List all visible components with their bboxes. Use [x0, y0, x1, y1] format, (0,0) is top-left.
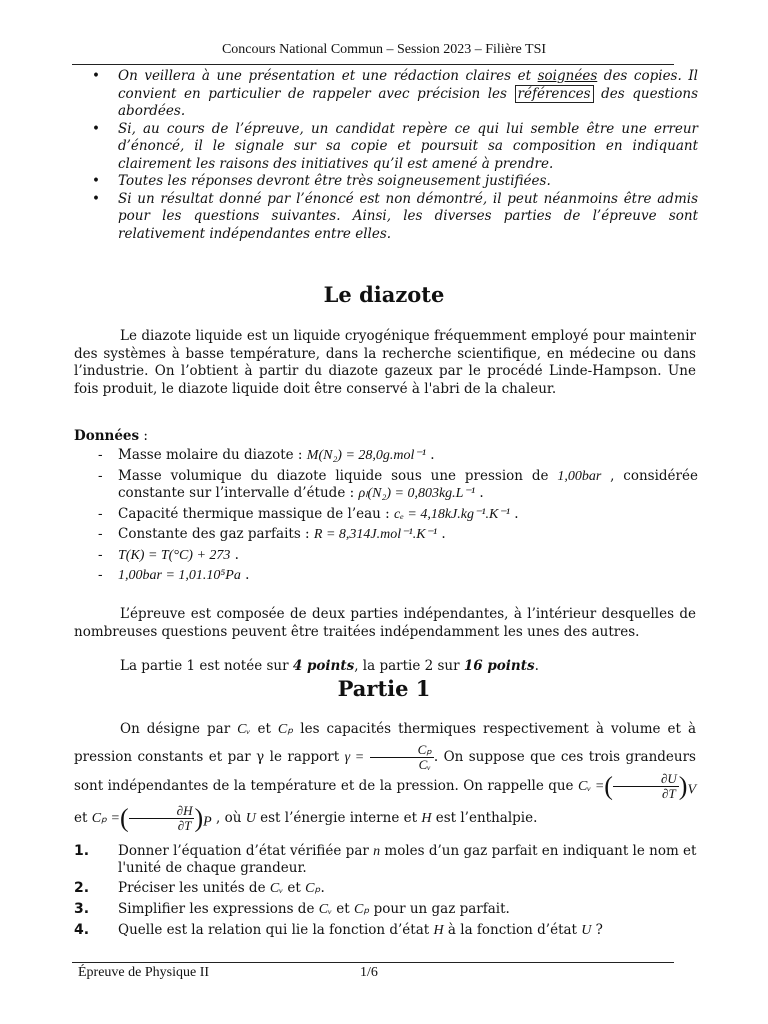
data-item — [74, 547, 698, 565]
question-text: Simplifier les expressions de — [118, 901, 319, 917]
data-text: Masse molaire du diazote : — [118, 447, 307, 463]
intro-paragraph: Le diazote liquide est un liquide cryogénique fréquemment employé pour maintenir des systèmes à basse température, dans la recherche scientifique, en médecine ou dans l’industrie. On l’obtient à partir du diazote gazeux par le procédé Linde-Hampson. Une fois produit, le diazote liquide doit être conservé à l'abri de la chaleur. — [74, 328, 696, 397]
part1-text: est l’enthalpie. — [431, 809, 538, 826]
subscript-p: P — [203, 814, 212, 830]
data-dot: . — [475, 485, 484, 501]
grading-text: La partie 1 est notée sur — [120, 658, 293, 674]
du-dt-fraction — [613, 772, 679, 801]
question-math: U — [581, 923, 592, 938]
data-dot: . — [510, 505, 519, 522]
part1-text: est l’énergie interne et — [255, 809, 422, 826]
question-text: à la fonction d’état — [443, 922, 582, 938]
part1-text: les capacités thermiques respectivement à volume et à pression constants et par γ le rapport — [74, 721, 697, 765]
question-number: 3. — [74, 901, 90, 917]
data-text: , considérée constante sur l’intervalle d’étude : — [118, 467, 698, 501]
instruction-item: • Si, au cours de l’épreuve, un candidat repère ce qui lui semble être une erreur d’énoncé, il le signale sur sa copie et poursuit sa composition en indiquant clairement les raisons des initiatives qu’il est amené à prendre. — [92, 121, 698, 174]
grading-text: . — [534, 658, 539, 674]
question-text: pour un gaz parfait. — [369, 901, 510, 917]
question-math: Cᵥ — [318, 902, 332, 917]
paren-close: ) — [678, 771, 688, 801]
subscript-v: V — [687, 782, 697, 798]
fraction-denominator: Cᵥ — [418, 757, 431, 772]
question-text: Préciser les unités de — [118, 880, 270, 896]
donnees-label: Données — [74, 428, 140, 444]
question-math: Cₚ — [354, 902, 370, 917]
part1-text: , où — [211, 809, 246, 826]
fraction-denominator: ∂T — [662, 786, 676, 801]
grading-points-part1: 4 points — [292, 658, 355, 674]
part1-text: et — [74, 809, 92, 826]
instruction-item: • Si un résultat donné par l’énoncé est non démontré, il peut néanmoins être admis pour les questions suivantes. Ainsi, les diverses parties de l’épreuve sont relativement indépendantes entre elles. — [92, 191, 698, 244]
structure-paragraph: L’épreuve est composée de deux parties indépendantes, à l’intérieur desquelles de nombreuses questions peuvent être traitées indépendamment les unes des autres. — [74, 606, 696, 640]
data-dot: . — [437, 526, 446, 542]
grading-text: , la partie 2 sur — [354, 658, 464, 674]
donnees-heading — [74, 428, 696, 446]
instruction-item: • Toutes les réponses devront être très soigneusement justifiées. — [92, 173, 698, 191]
data-formula: T(K) = T(°C) + 273 — [118, 547, 231, 563]
u-symbol: U — [245, 810, 256, 826]
gamma-eq: γ = — [344, 750, 365, 765]
footer-subject: Épreuve de Physique II — [78, 965, 210, 980]
question-text: . — [320, 880, 325, 896]
donnees-colon: : — [139, 428, 148, 444]
data-formula: R = 8,314J.mol⁻¹.K⁻¹ — [313, 527, 438, 542]
data-formula: ρₗ(N₂) = 0,803kg.L⁻¹ — [358, 486, 476, 501]
cv-symbol: Cᵥ — [237, 722, 251, 737]
h-symbol: H — [421, 810, 432, 826]
data-item — [74, 526, 698, 544]
fraction-numerator: ∂H — [129, 804, 195, 819]
question-number: 1. — [74, 843, 90, 859]
instruction-text: des copies. Il convient en particulier de rappeler avec précision les — [118, 68, 698, 102]
gamma-fraction — [370, 743, 434, 772]
cp-definition: Cₚ = — [91, 810, 120, 826]
footer-rule — [72, 962, 674, 963]
question-math: n — [373, 844, 381, 859]
paren-open: ( — [120, 803, 129, 833]
part1-text: On désigne par — [120, 721, 238, 737]
data-text: Constante des gaz parfaits : — [118, 526, 314, 542]
data-formula: cₑ = 4,18kJ.kg⁻¹.K⁻¹ — [394, 506, 510, 522]
data-dot: . — [240, 567, 250, 583]
question-text: Donner l’équation d’état vérifiée par — [118, 843, 374, 859]
donnees-list — [74, 447, 698, 588]
fraction-denominator: ∂T — [177, 817, 192, 833]
data-dot: . — [230, 546, 239, 563]
question-text: moles d’un gaz parfait en indiquant le nom et l'unité de chaque grandeur. — [118, 843, 697, 876]
cv-definition: Cᵥ = — [577, 779, 605, 794]
dh-dt-fraction — [129, 804, 195, 833]
question-item — [74, 880, 698, 897]
paren-close: ) — [194, 803, 204, 833]
question-item — [74, 922, 698, 939]
data-text: Capacité thermique massique de l’eau : — [118, 505, 394, 522]
question-number: 2. — [74, 880, 90, 896]
instructions-list — [92, 68, 698, 243]
cp-symbol: Cₚ — [277, 722, 294, 737]
header-rule — [72, 64, 674, 65]
question-list — [74, 843, 698, 943]
fraction-numerator: Cₚ — [370, 743, 434, 758]
instruction-boxed-word: références — [515, 85, 594, 103]
data-formula: M(N₂) = 28,0g.mol⁻¹ — [306, 448, 427, 463]
grading-points-part2: 16 points — [463, 658, 535, 674]
question-number: 4. — [74, 922, 90, 938]
part1-text: et — [250, 721, 278, 737]
part1-title: Partie 1 — [337, 676, 431, 701]
question-math: Cᵥ — [269, 881, 284, 896]
question-math: H — [433, 923, 444, 938]
part1-text: . On suppose que ces trois grandeurs sont indépendantes de la température et de la pression. On rappelle que — [74, 749, 696, 794]
instruction-text: On veillera à une présentation et une rédaction claires et — [118, 68, 538, 84]
footer-page-number: 1/6 — [360, 965, 378, 980]
data-dot: . — [426, 447, 435, 463]
page-header: Concours National Commun – Session 2023 – Filière TSI — [221, 42, 547, 57]
document-title: Le diazote — [323, 282, 445, 307]
question-text: ? — [591, 922, 603, 938]
instruction-underlined: soignées — [537, 68, 598, 84]
data-item — [74, 567, 698, 585]
part1-intro — [74, 716, 696, 835]
data-item — [74, 506, 698, 524]
data-item — [74, 468, 698, 503]
instruction-item — [92, 68, 698, 121]
instruction-text: des questions abordées. — [118, 85, 698, 119]
question-text: et — [283, 880, 306, 896]
question-text: et — [332, 901, 354, 917]
data-text: Masse volumique du diazote liquide sous une pression de — [118, 467, 558, 484]
data-formula: 1,00bar — [557, 468, 602, 484]
paren-open: ( — [604, 771, 613, 801]
data-formula: 1,00bar = 1,01.10⁵Pa — [118, 568, 241, 583]
grading-paragraph — [74, 658, 696, 676]
question-text: Quelle est la relation qui lie la fonction d’état — [118, 922, 434, 938]
question-item — [74, 843, 698, 876]
data-item — [74, 447, 698, 465]
question-item — [74, 901, 698, 918]
question-math: Cₚ — [305, 881, 321, 896]
fraction-numerator: ∂U — [613, 772, 679, 787]
